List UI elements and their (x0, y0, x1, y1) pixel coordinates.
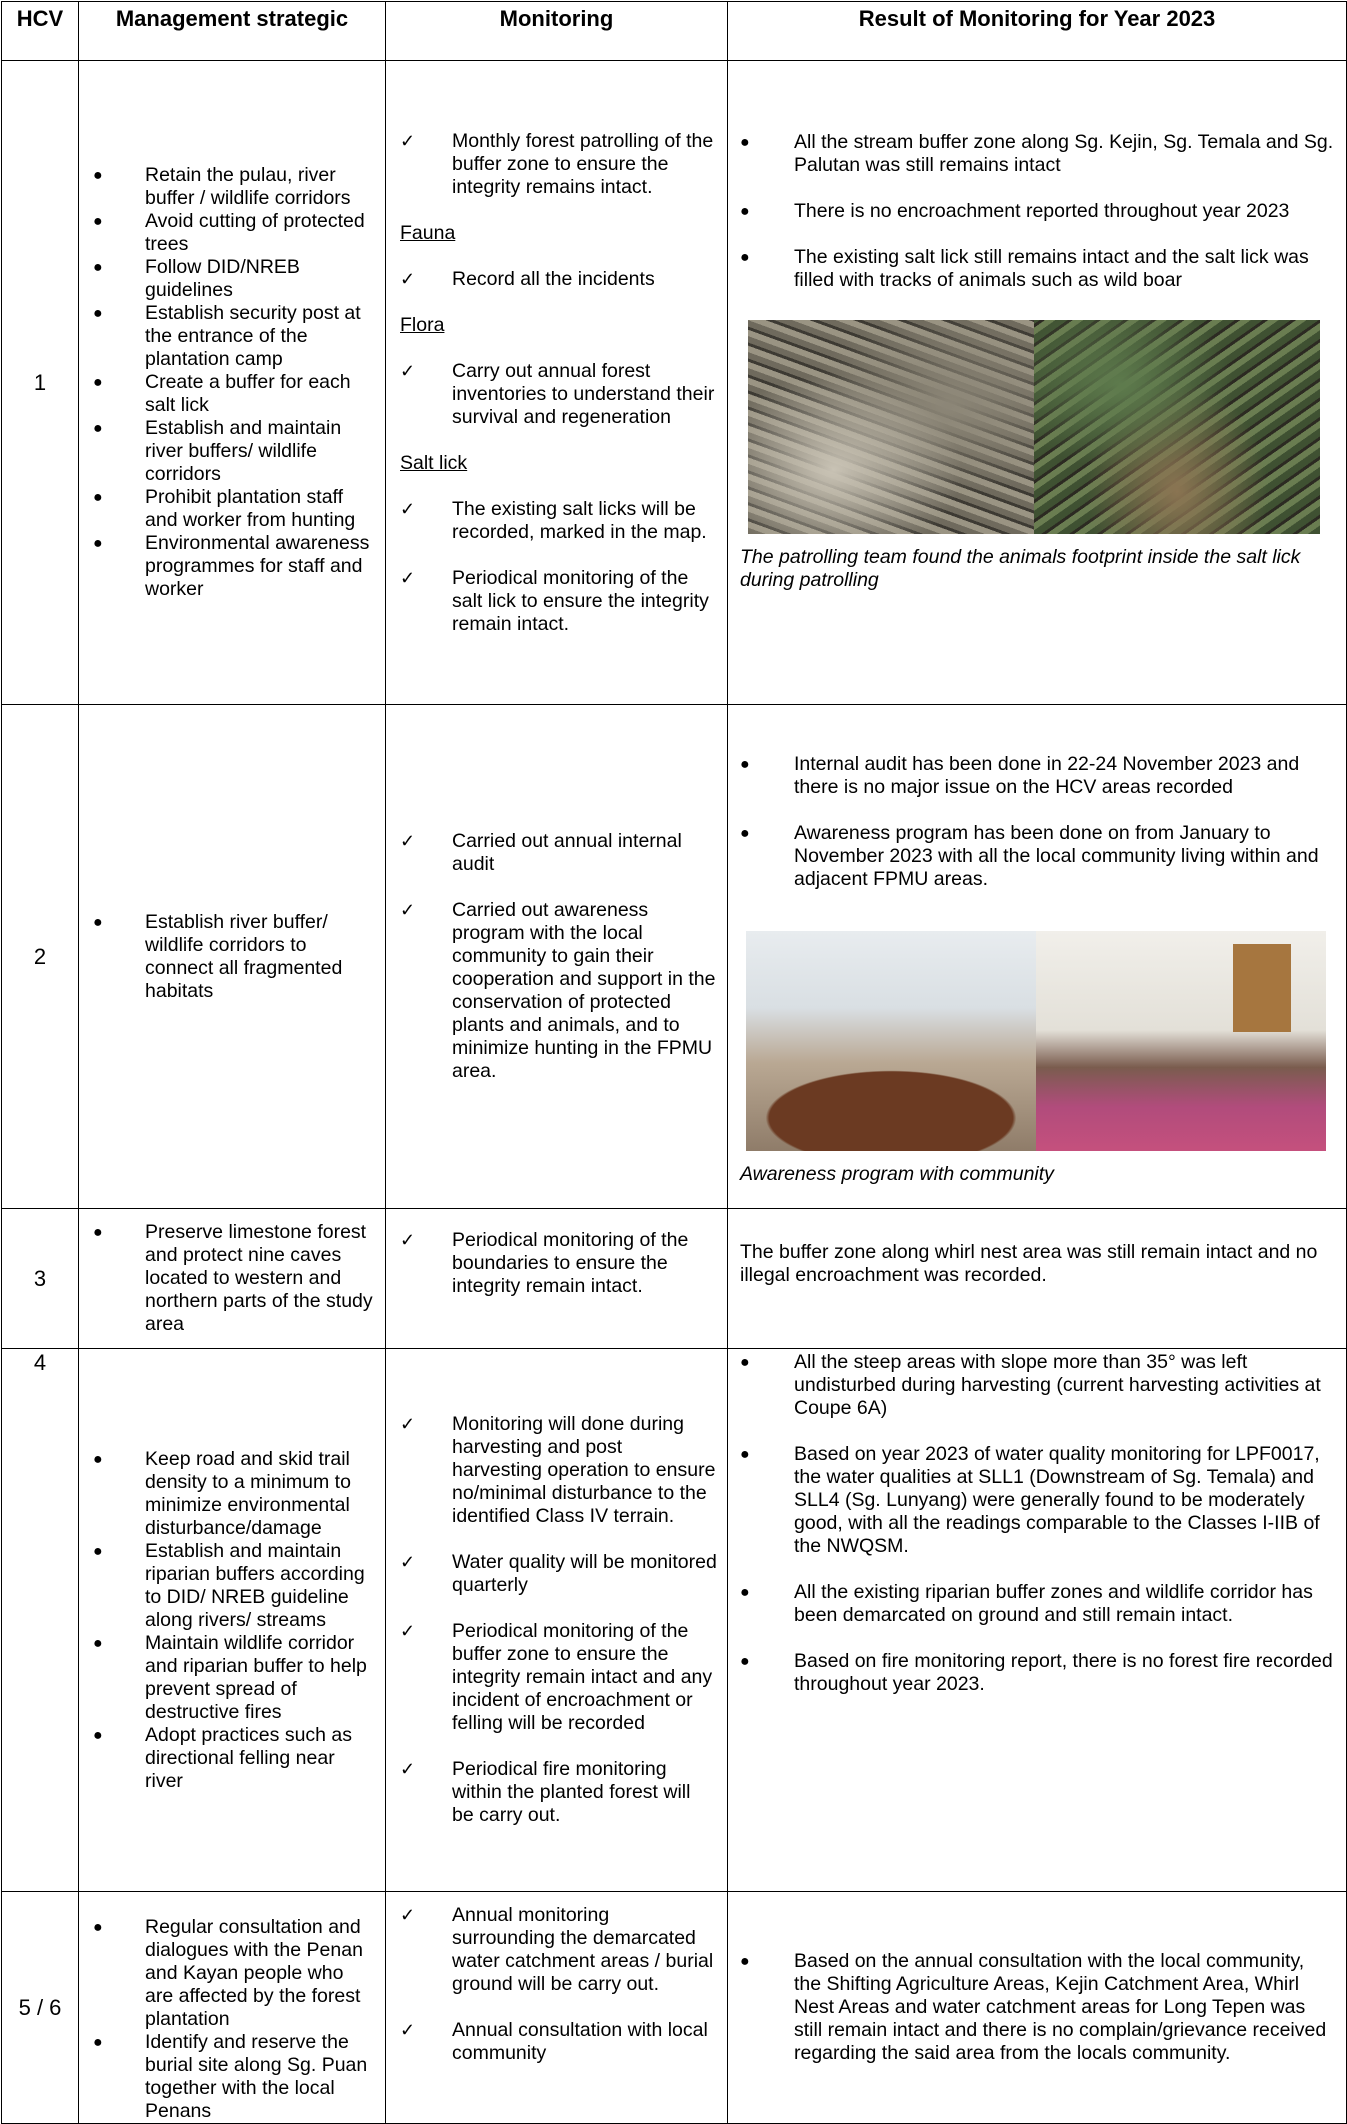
list-item: ● All the stream buffer zone along Sg. Kejin, Sg. Temala and Sg. Palutan was still remains intact (728, 131, 1334, 177)
list-item: ● Keep road and skid trail density to a minimum to minimize environmental disturbance/damage (79, 1448, 375, 1540)
salt-lick-photo-right (1034, 320, 1320, 534)
list-item: ✓ Monitoring will done during harvesting and post harvesting operation to ensure no/minimal disturbance to the identified Class IV terrain. (386, 1413, 717, 1528)
list-item: ● Environmental awareness programmes for staff and worker (79, 532, 375, 601)
list-item: ● Based on the annual consultation with the local community, the Shifting Agriculture Areas, Kejin Catchment Area, Whirl Nest Areas and water catchment areas for Long Tepen was still remain intact and there is no complain/grievance received regarding the said area from the locals community. (728, 1950, 1334, 2065)
management-cell (79, 1892, 386, 2124)
list-item: ● Regular consultation and dialogues with the Penan and Kayan people who are affected by the forest plantation (79, 1916, 375, 2031)
hcv-number: 2 (2, 705, 79, 1209)
monitoring-cell (386, 1349, 728, 1892)
management-cell (79, 705, 386, 1209)
hcv-number: 5 / 6 (2, 1892, 79, 2124)
table-row-hcv1 (2, 61, 1347, 705)
list-item: ● Based on year 2023 of water quality monitoring for LPF0017, the water qualities at SLL1 (Downstream of Sg. Temala) and SLL4 (Sg. Lunyang) were generally found to be moderately good, with all the readings comparable to the Classes I-IIB of the NWQSM. (728, 1443, 1334, 1558)
management-cell (79, 1349, 386, 1892)
awareness-photo-right (1036, 931, 1326, 1151)
table-row-hcv3 (2, 1209, 1347, 1349)
list-item: ● Establish security post at the entrance of the plantation camp (79, 302, 375, 371)
monitoring-cell (386, 705, 728, 1209)
list-item: ● Avoid cutting of protected trees (79, 210, 375, 256)
list-item: ✓ Carry out annual forest inventories to understand their survival and regeneration (386, 360, 717, 429)
list-item: ✓ Periodical monitoring of the boundaries to ensure the integrity remain intact. (386, 1229, 717, 1298)
monitoring-cell (386, 1892, 728, 2124)
list-item: ● All the existing riparian buffer zones and wildlife corridor has been demarcated on ground and still remain intact. (728, 1581, 1334, 1627)
management-cell (79, 61, 386, 705)
table-row-hcv4 (2, 1349, 1347, 1892)
header-row (2, 2, 1347, 61)
list-item: ● Based on fire monitoring report, there is no forest fire recorded throughout year 2023. (728, 1650, 1334, 1696)
list-item: ● Prohibit plantation staff and worker from hunting (79, 486, 375, 532)
list-item: ● The existing salt lick still remains intact and the salt lick was filled with tracks of animals such as wild boar (728, 246, 1334, 292)
list-item: ● Adopt practices such as directional felling near river (79, 1724, 375, 1793)
hcv-monitoring-table (1, 1, 1347, 2124)
result-cell (728, 705, 1347, 1209)
header-result: Result of Monitoring for Year 2023 (728, 2, 1347, 61)
subheading-flora: Flora (400, 313, 445, 336)
list-item: ● Awareness program has been done on from January to November 2023 with all the local community living within and adjacent FPMU areas. (728, 822, 1334, 891)
list-item: ✓ Monthly forest patrolling of the buffer zone to ensure the integrity remains intact. (386, 130, 717, 199)
list-item: ● Create a buffer for each salt lick (79, 371, 375, 417)
list-item: ✓ Annual monitoring surrounding the demarcated water catchment areas / burial ground will be carry out. (386, 1904, 717, 1996)
salt-lick-photo-left (748, 320, 1034, 534)
list-item: ● All the steep areas with slope more than 35° was left undisturbed during harvesting (current harvesting activities at Coupe 6A) (728, 1351, 1334, 1420)
header-monitoring: Monitoring (386, 2, 728, 61)
subheading-fauna: Fauna (400, 221, 456, 244)
list-item: ● Maintain wildlife corridor and riparian buffer to help prevent spread of destructive fires (79, 1632, 375, 1724)
list-item: ● Internal audit has been done in 22-24 November 2023 and there is no major issue on the HCV areas recorded (728, 753, 1334, 799)
monitoring-cell (386, 1209, 728, 1349)
list-item: ● Establish and maintain river buffers/ wildlife corridors (79, 417, 375, 486)
list-item: ✓ Annual consultation with local community (386, 2019, 717, 2065)
subheading-salt-lick: Salt lick (400, 451, 468, 474)
header-hcv: HCV (2, 2, 79, 61)
list-item: ● Preserve limestone forest and protect nine caves located to western and northern parts of the study area (79, 1221, 375, 1336)
result-cell (728, 1892, 1347, 2124)
header-management: Management strategic (79, 2, 386, 61)
table-row-hcv5-6 (2, 1892, 1347, 2124)
monitoring-cell (386, 61, 728, 705)
table-row-hcv2 (2, 705, 1347, 1209)
list-item: ✓ The existing salt licks will be recorded, marked in the map. (386, 498, 717, 544)
result-cell (728, 1349, 1347, 1892)
awareness-program-photos (746, 931, 1326, 1151)
list-item: ✓ Periodical monitoring of the salt lick to ensure the integrity remain intact. (386, 567, 717, 636)
list-item: ● Establish river buffer/ wildlife corridors to connect all fragmented habitats (79, 911, 375, 1003)
list-item: ● Identify and reserve the burial site along Sg. Puan together with the local Penans (79, 2031, 375, 2123)
management-cell (79, 1209, 386, 1349)
list-item: ✓ Record all the incidents (386, 268, 717, 291)
list-item: ● There is no encroachment reported throughout year 2023 (728, 200, 1334, 223)
photo-caption: The patrolling team found the animals footprint inside the salt lick during patrolling (740, 546, 1301, 591)
hcv-number: 1 (2, 61, 79, 705)
list-item: ● Retain the pulau, river buffer / wildlife corridors (79, 164, 375, 210)
list-item: ● Follow DID/NREB guidelines (79, 256, 375, 302)
hcv-number: 4 (2, 1349, 79, 1892)
awareness-photo-left (746, 931, 1036, 1151)
result-cell (728, 1209, 1347, 1349)
result-text: The buffer zone along whirl nest area was still remain intact and no illegal encroachment was recorded. (740, 1241, 1318, 1286)
list-item: ● Establish and maintain riparian buffers according to DID/ NREB guideline along rivers/ streams (79, 1540, 375, 1632)
hcv-number: 3 (2, 1209, 79, 1349)
list-item: ✓ Water quality will be monitored quarterly (386, 1551, 717, 1597)
list-item: ✓ Carried out annual internal audit (386, 830, 717, 876)
list-item: ✓ Periodical fire monitoring within the planted forest will be carry out. (386, 1758, 717, 1827)
list-item: ✓ Carried out awareness program with the local community to gain their cooperation and support in the conservation of protected plants and animals, and to minimize hunting in the FPMU area. (386, 899, 717, 1083)
list-item: ✓ Periodical monitoring of the buffer zone to ensure the integrity remain intact and any incident of encroachment or felling will be recorded (386, 1620, 717, 1735)
result-cell (728, 61, 1347, 705)
salt-lick-photos (748, 320, 1320, 534)
photo-caption: Awareness program with community (740, 1163, 1054, 1185)
